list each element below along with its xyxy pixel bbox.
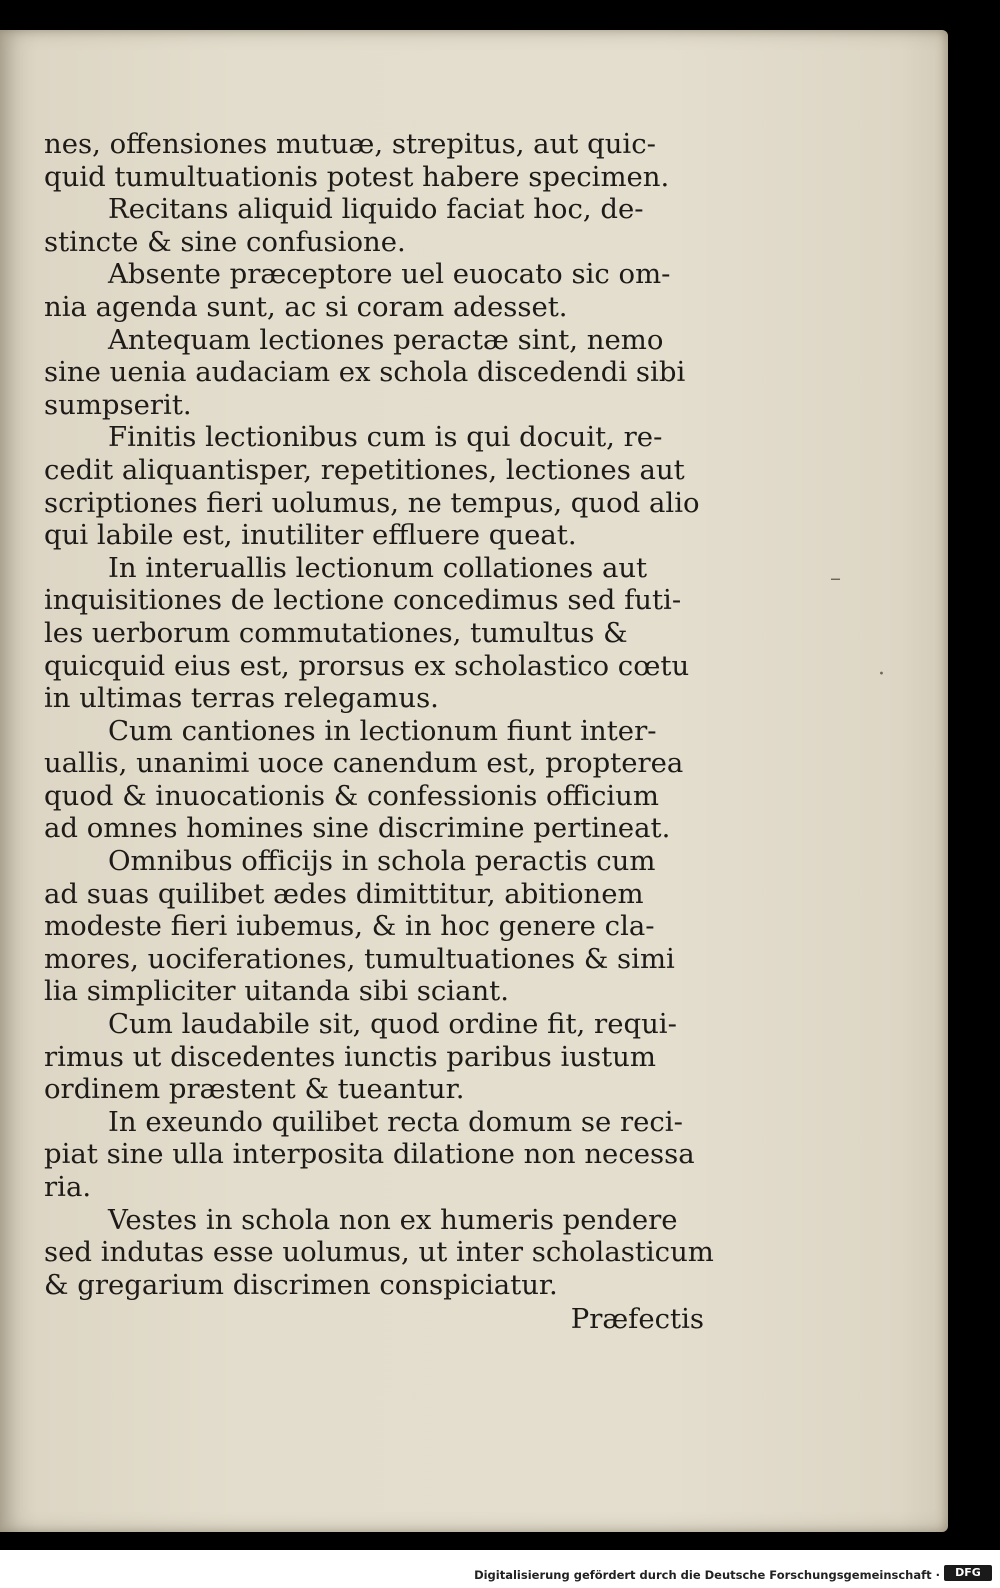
text-line: & gregarium discrimen conspiciatur.	[44, 1268, 558, 1301]
text-line: nes, offensiones mutuæ, strepitus, aut quic-	[44, 128, 656, 160]
text-block	[44, 128, 714, 1336]
text-line: modeste fieri iubemus, & in hoc genere cla-	[44, 910, 655, 943]
text-line: quicquid eius est, prorsus ex scholastico cœtu	[44, 649, 690, 682]
text-line: uallis, unanimi uoce canendum est, propterea	[44, 747, 684, 780]
text-line: ordinem præstent & tueantur.	[44, 1073, 465, 1106]
text-line: Absente præceptore uel euocato sic om-	[108, 258, 671, 291]
text-line: les uerborum commutationes, tumultus &	[44, 616, 628, 649]
text-line: Recitans aliquid liquido faciat hoc, de-	[108, 193, 644, 226]
book-page	[0, 30, 948, 1532]
text-line: piat sine ulla interposita dilatione non necessa	[44, 1138, 695, 1171]
dfg-logo: DFG	[944, 1565, 992, 1581]
text-line: sed indutas esse uolumus, ut inter scholasticum	[44, 1236, 714, 1269]
text-line: sumpserit.	[44, 388, 192, 421]
text-line: Vestes in schola non ex humeris pendere	[108, 1203, 678, 1236]
text-line: inquisitiones de lectione concedimus sed futi-	[44, 584, 682, 617]
text-line: Omnibus officijs in schola peractis cum	[108, 845, 656, 878]
text-line: Cum cantiones in lectionum fiunt inter-	[108, 714, 657, 747]
text-line: lia simpliciter uitanda sibi sciant.	[44, 975, 509, 1008]
text-line: rimus ut discedentes iunctis paribus iustum	[44, 1040, 656, 1073]
footer-credit: Digitalisierung gefördert durch die Deutsche Forschungsgemeinschaft ·	[474, 1568, 940, 1582]
catchword: Præfectis	[570, 1303, 704, 1336]
text-line: stincte & sine confusione.	[44, 225, 406, 258]
text-line: In exeundo quilibet recta domum se reci-	[108, 1105, 683, 1138]
text-line: cedit aliquantisper, repetitiones, lectiones aut	[44, 453, 685, 486]
text-line: in ultimas terras relegamus.	[44, 682, 439, 715]
text-line: ad omnes homines sine discrimine pertineat.	[44, 812, 671, 845]
text-line: quod & inuocationis & confessionis officium	[44, 779, 659, 812]
text-line: Finitis lectionibus cum is qui docuit, re-	[108, 421, 663, 454]
text-line: qui labile est, inutiliter effluere queat.	[44, 519, 577, 552]
margin-mark: –	[830, 566, 841, 591]
text-line: In interuallis lectionum collationes aut	[108, 551, 648, 584]
margin-mark: ·	[878, 662, 885, 687]
text-line: nia agenda sunt, ac si coram adesset.	[44, 290, 568, 323]
text-line: Cum laudabile sit, quod ordine fit, requi-	[108, 1008, 677, 1041]
text-line: ria.	[44, 1171, 92, 1203]
footer-bar	[0, 1550, 1000, 1588]
text-line: Antequam lectiones peractæ sint, nemo	[108, 323, 664, 356]
text-line: scriptiones fieri uolumus, ne tempus, quod alio	[44, 486, 700, 519]
text-line: quid tumultuationis potest habere specimen.	[44, 160, 670, 193]
text-line: mores, uociferationes, tumultuationes & simi	[44, 942, 675, 975]
text-line: sine uenia audaciam ex schola discedendi sibi	[44, 356, 686, 389]
text-line: ad suas quilibet ædes dimittitur, abitionem	[44, 877, 644, 910]
